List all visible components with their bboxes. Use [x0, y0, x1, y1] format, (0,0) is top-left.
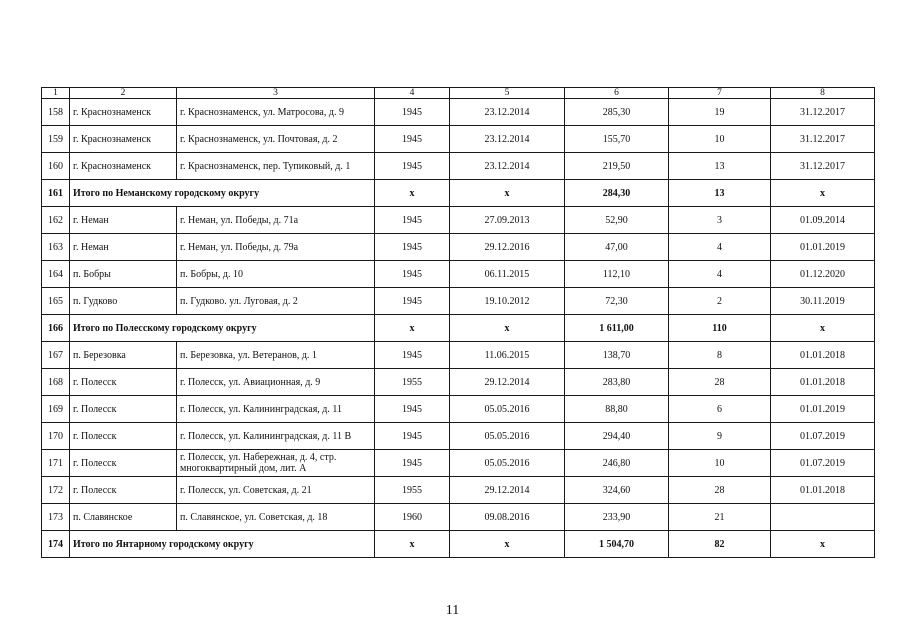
- residents-cell: 4: [669, 261, 771, 288]
- date-cell: 19.10.2012: [450, 288, 565, 315]
- address-cell: г. Неман, ул. Победы, д. 79а: [177, 234, 375, 261]
- row-number-cell: 173: [42, 504, 70, 531]
- deadline-cell: x: [771, 531, 875, 558]
- year-cell: 1960: [375, 504, 450, 531]
- deadline-cell: 01.12.2020: [771, 261, 875, 288]
- address-cell: г. Краснознаменск, пер. Тупиковый, д. 1: [177, 153, 375, 180]
- year-cell: 1945: [375, 423, 450, 450]
- table-row: [42, 423, 875, 450]
- address-cell: п. Гудково. ул. Луговая, д. 2: [177, 288, 375, 315]
- deadline-cell: 31.12.2017: [771, 153, 875, 180]
- year-cell: 1945: [375, 153, 450, 180]
- residents-cell: 2: [669, 288, 771, 315]
- registry-table: [41, 87, 875, 558]
- date-cell: x: [450, 531, 565, 558]
- row-number-cell: 160: [42, 153, 70, 180]
- year-cell: 1945: [375, 99, 450, 126]
- settlement-cell: п. Гудково: [70, 288, 177, 315]
- page-number: 11: [445, 603, 460, 618]
- residents-cell: 13: [669, 153, 771, 180]
- settlement-cell: г. Полесск: [70, 396, 177, 423]
- address-cell: г. Краснознаменск, ул. Почтовая, д. 2: [177, 126, 375, 153]
- year-cell: x: [375, 315, 450, 342]
- column-number-row: [42, 88, 875, 99]
- area-cell: 294,40: [565, 423, 669, 450]
- deadline-cell: 01.01.2018: [771, 369, 875, 396]
- total-row: [42, 315, 875, 342]
- year-cell: 1945: [375, 261, 450, 288]
- area-cell: 284,30: [565, 180, 669, 207]
- deadline-cell: x: [771, 180, 875, 207]
- row-number-cell: 170: [42, 423, 70, 450]
- table-row: [42, 153, 875, 180]
- date-cell: 23.12.2014: [450, 99, 565, 126]
- area-cell: 1 611,00: [565, 315, 669, 342]
- settlement-cell: п. Березовка: [70, 342, 177, 369]
- row-number-cell: 163: [42, 234, 70, 261]
- row-number-cell: 166: [42, 315, 70, 342]
- table-body: [42, 88, 875, 558]
- table-row: [42, 477, 875, 504]
- date-cell: 05.05.2016: [450, 396, 565, 423]
- address-cell: г. Полесск, ул. Советская, д. 21: [177, 477, 375, 504]
- residents-cell: 21: [669, 504, 771, 531]
- column-header: 6: [565, 88, 669, 99]
- date-cell: 23.12.2014: [450, 126, 565, 153]
- address-cell: п. Бобры, д. 10: [177, 261, 375, 288]
- address-cell: г. Полесск, ул. Авиационная, д. 9: [177, 369, 375, 396]
- area-cell: 72,30: [565, 288, 669, 315]
- date-cell: x: [450, 180, 565, 207]
- residents-cell: 19: [669, 99, 771, 126]
- year-cell: 1945: [375, 342, 450, 369]
- area-cell: 47,00: [565, 234, 669, 261]
- column-header: 3: [177, 88, 375, 99]
- date-cell: 29.12.2016: [450, 234, 565, 261]
- deadline-cell: 31.12.2017: [771, 99, 875, 126]
- date-cell: x: [450, 315, 565, 342]
- area-cell: 155,70: [565, 126, 669, 153]
- date-cell: 05.05.2016: [450, 450, 565, 477]
- settlement-cell: г. Неман: [70, 207, 177, 234]
- year-cell: x: [375, 180, 450, 207]
- table-row: [42, 396, 875, 423]
- settlement-cell: г. Полесск: [70, 450, 177, 477]
- year-cell: 1955: [375, 369, 450, 396]
- area-cell: 219,50: [565, 153, 669, 180]
- year-cell: x: [375, 531, 450, 558]
- settlement-cell: г. Краснознаменск: [70, 126, 177, 153]
- row-number-cell: 158: [42, 99, 70, 126]
- table-row: [42, 450, 875, 477]
- total-label-cell: Итого по Янтарному городскому округу: [70, 531, 375, 558]
- residents-cell: 10: [669, 126, 771, 153]
- table-row: [42, 261, 875, 288]
- deadline-cell: 01.09.2014: [771, 207, 875, 234]
- table-row: [42, 207, 875, 234]
- row-number-cell: 174: [42, 531, 70, 558]
- address-cell: г. Краснознаменск, ул. Матросова, д. 9: [177, 99, 375, 126]
- residents-cell: 9: [669, 423, 771, 450]
- date-cell: 29.12.2014: [450, 369, 565, 396]
- column-header: 1: [42, 88, 70, 99]
- residents-cell: 8: [669, 342, 771, 369]
- settlement-cell: г. Неман: [70, 234, 177, 261]
- row-number-cell: 171: [42, 450, 70, 477]
- area-cell: 52,90: [565, 207, 669, 234]
- total-label-cell: Итого по Неманскому городскому округу: [70, 180, 375, 207]
- settlement-cell: п. Славянское: [70, 504, 177, 531]
- row-number-cell: 159: [42, 126, 70, 153]
- table-row: [42, 342, 875, 369]
- date-cell: 09.08.2016: [450, 504, 565, 531]
- row-number-cell: 164: [42, 261, 70, 288]
- deadline-cell: 01.01.2018: [771, 477, 875, 504]
- residents-cell: 28: [669, 477, 771, 504]
- total-label-cell: Итого по Полесскому городскому округу: [70, 315, 375, 342]
- total-row: [42, 180, 875, 207]
- settlement-cell: п. Бобры: [70, 261, 177, 288]
- year-cell: 1945: [375, 396, 450, 423]
- deadline-cell: 01.07.2019: [771, 423, 875, 450]
- date-cell: 06.11.2015: [450, 261, 565, 288]
- area-cell: 88,80: [565, 396, 669, 423]
- date-cell: 05.05.2016: [450, 423, 565, 450]
- column-header: 8: [771, 88, 875, 99]
- deadline-cell: 01.07.2019: [771, 450, 875, 477]
- column-header: 2: [70, 88, 177, 99]
- year-cell: 1945: [375, 450, 450, 477]
- table-row: [42, 288, 875, 315]
- settlement-cell: г. Полесск: [70, 369, 177, 396]
- date-cell: 23.12.2014: [450, 153, 565, 180]
- year-cell: 1945: [375, 207, 450, 234]
- table-row: [42, 234, 875, 261]
- residents-cell: 4: [669, 234, 771, 261]
- residents-cell: 3: [669, 207, 771, 234]
- area-cell: 283,80: [565, 369, 669, 396]
- row-number-cell: 161: [42, 180, 70, 207]
- row-number-cell: 167: [42, 342, 70, 369]
- area-cell: 285,30: [565, 99, 669, 126]
- row-number-cell: 162: [42, 207, 70, 234]
- area-cell: 1 504,70: [565, 531, 669, 558]
- date-cell: 11.06.2015: [450, 342, 565, 369]
- row-number-cell: 168: [42, 369, 70, 396]
- residents-cell: 82: [669, 531, 771, 558]
- date-cell: 29.12.2014: [450, 477, 565, 504]
- table-row: [42, 126, 875, 153]
- address-cell: г. Неман, ул. Победы, д. 71а: [177, 207, 375, 234]
- deadline-cell: 01.01.2019: [771, 396, 875, 423]
- year-cell: 1945: [375, 234, 450, 261]
- settlement-cell: г. Краснознаменск: [70, 153, 177, 180]
- deadline-cell: 31.12.2017: [771, 126, 875, 153]
- address-cell: г. Полесск, ул. Калининградская, д. 11 В: [177, 423, 375, 450]
- area-cell: 246,80: [565, 450, 669, 477]
- address-cell: п. Березовка, ул. Ветеранов, д. 1: [177, 342, 375, 369]
- table-row: [42, 99, 875, 126]
- row-number-cell: 165: [42, 288, 70, 315]
- total-row: [42, 531, 875, 558]
- table-row: [42, 369, 875, 396]
- row-number-cell: 172: [42, 477, 70, 504]
- row-number-cell: 169: [42, 396, 70, 423]
- address-cell: г. Полесск, ул. Набережная, д. 4, стр. многоквартирный дом, лит. А: [177, 450, 375, 477]
- column-header: 4: [375, 88, 450, 99]
- column-header: 5: [450, 88, 565, 99]
- settlement-cell: г. Полесск: [70, 477, 177, 504]
- address-cell: п. Славянское, ул. Советская, д. 18: [177, 504, 375, 531]
- residents-cell: 28: [669, 369, 771, 396]
- address-cell: г. Полесск, ул. Калининградская, д. 11: [177, 396, 375, 423]
- area-cell: 233,90: [565, 504, 669, 531]
- deadline-cell: 30.11.2019: [771, 288, 875, 315]
- area-cell: 112,10: [565, 261, 669, 288]
- table-row: [42, 504, 875, 531]
- residents-cell: 110: [669, 315, 771, 342]
- column-header: 7: [669, 88, 771, 99]
- year-cell: 1945: [375, 126, 450, 153]
- year-cell: 1955: [375, 477, 450, 504]
- residents-cell: 13: [669, 180, 771, 207]
- settlement-cell: г. Краснознаменск: [70, 99, 177, 126]
- deadline-cell: 01.01.2019: [771, 234, 875, 261]
- deadline-cell: [771, 504, 875, 531]
- deadline-cell: 01.01.2018: [771, 342, 875, 369]
- residents-cell: 10: [669, 450, 771, 477]
- area-cell: 324,60: [565, 477, 669, 504]
- residents-cell: 6: [669, 396, 771, 423]
- year-cell: 1945: [375, 288, 450, 315]
- settlement-cell: г. Полесск: [70, 423, 177, 450]
- date-cell: 27.09.2013: [450, 207, 565, 234]
- deadline-cell: x: [771, 315, 875, 342]
- area-cell: 138,70: [565, 342, 669, 369]
